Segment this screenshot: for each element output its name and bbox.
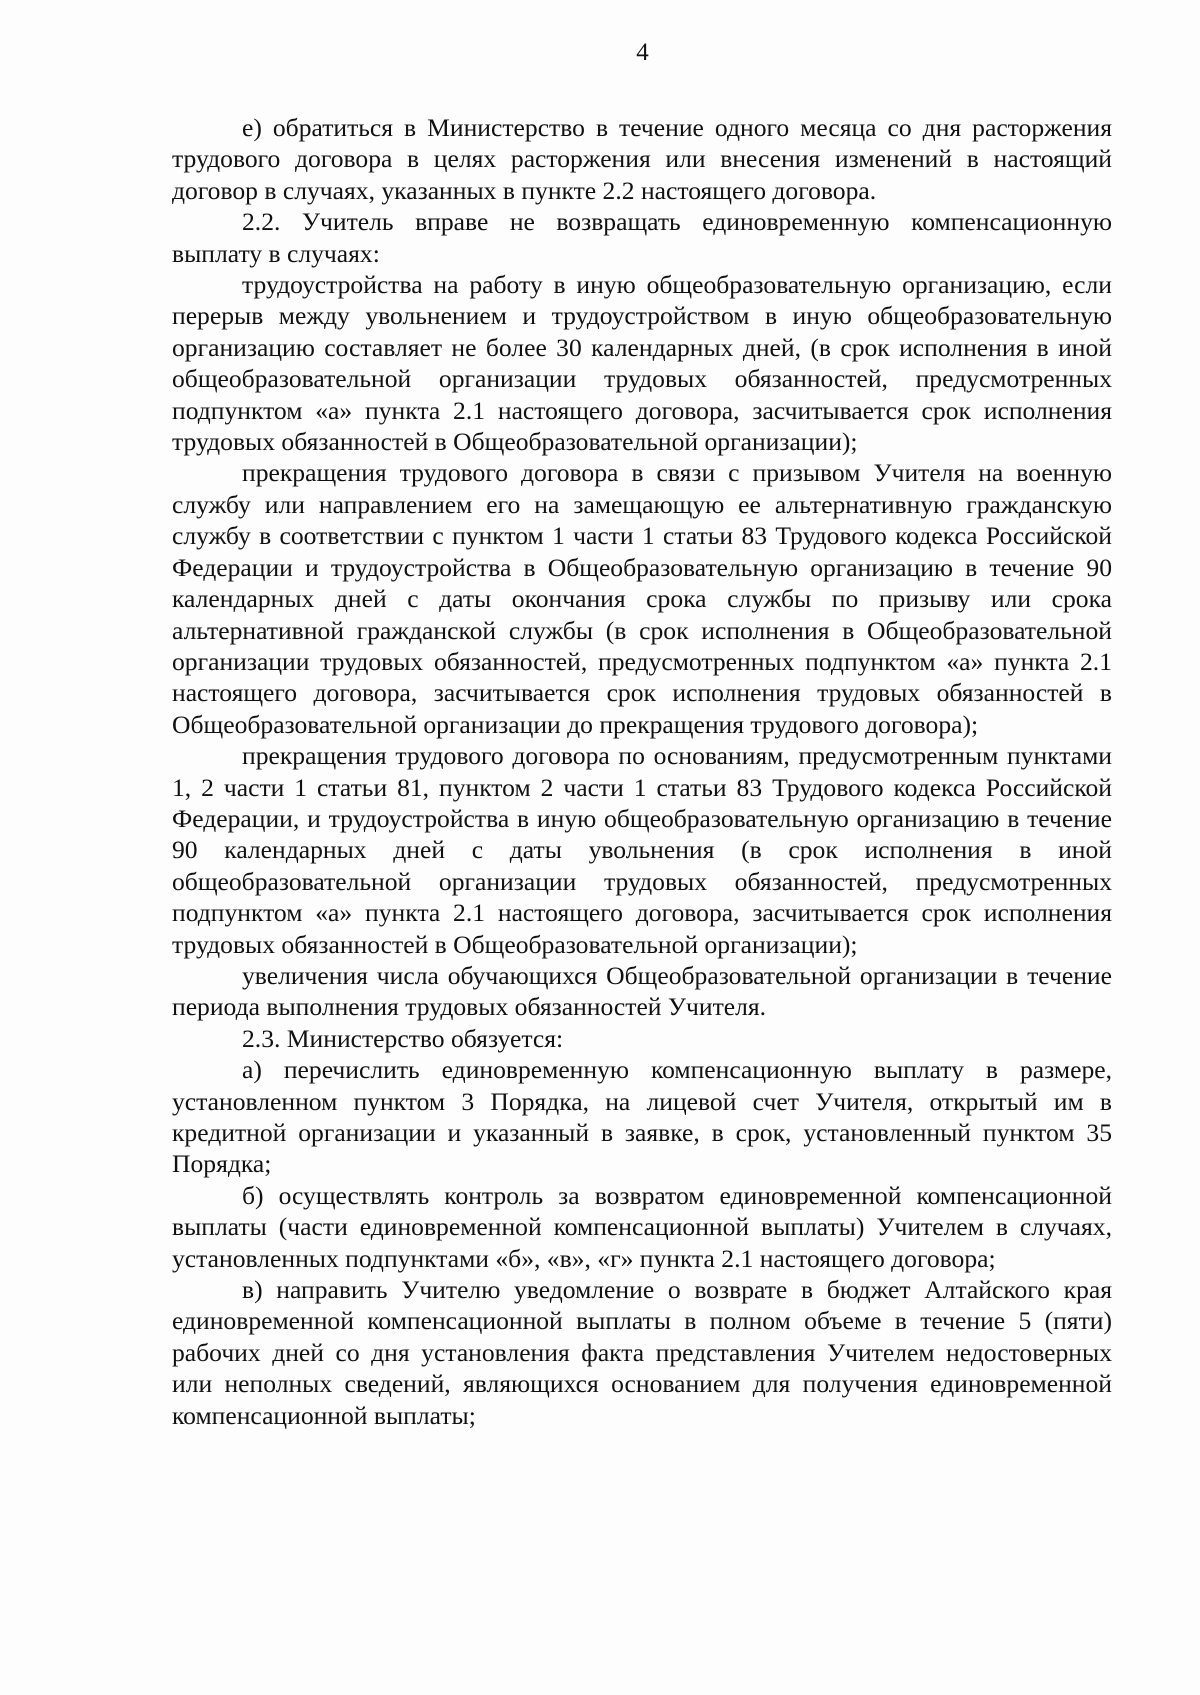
document-body [172, 112, 1112, 1431]
paragraph-exception-military-service: прекращения трудового договора в связи с призывом Учителя на военную службу или направлением его на замещающую ее альтернативную гражданскую службу в соответствии с пунктом 1 части 1 статьи 83 Трудового кодекса Российской Федерации и трудоустройства в Общеобразовательную организацию в течение 90 календарных дней с даты окончания срока службы по призыву или срока альтернативной гражданской службы (в срок исполнения в Общеобразовательной организации трудовых обязанностей, предусмотренных подпунктом «а» пункта 2.1 настоящего договора, засчитывается срок исполнения трудовых обязанностей в Общеобразовательной организации до прекращения трудового договора); [172, 458, 1112, 739]
paragraph-clause-2-2: 2.2. Учитель вправе не возвращать единовременную компенсационную выплату в случаях: [172, 207, 1112, 268]
page-number: 4 [636, 39, 649, 66]
paragraph-ministry-obligation-a: а) перечислить единовременную компенсационную выплату в размере, установленном пунктом 3 Порядка, на лицевой счет Учителя, открытый им в кредитной организации и указанный в заявке, в срок, установленный пунктом 35 Порядка; [172, 1055, 1112, 1179]
paragraph-ministry-obligation-v: в) направить Учителю уведомление о возврате в бюджет Алтайского края единовременной компенсационной выплаты в полном объеме в течение 5 (пяти) рабочих дней со дня установления факта представления Учителем недостоверных или неполных сведений, являющихся основанием для получения единовременной компенсационной выплаты; [172, 1275, 1112, 1430]
paragraph-obligation-e: е) обратиться в Министерство в течение одного месяца со дня расторжения трудового договора в целях расторжения или внесения изменений в настоящий договор в случаях, указанных в пункте 2.2 настоящего договора. [172, 113, 1112, 205]
paragraph-clause-2-3: 2.3. Министерство обязуется: [242, 1023, 564, 1053]
paragraph-exception-termination-grounds: прекращения трудового договора по основаниям, предусмотренным пунктами 1, 2 части 1 статьи 81, пунктом 2 части 1 статьи 83 Трудового кодекса Российской Федерации, и трудоустройства в иную общеобразовательную организацию в течение 90 календарных дней с даты увольнения (в срок исполнения в иной общеобразовательной организации трудовых обязанностей, предусмотренных подпунктом «а» пункта 2.1 настоящего договора, засчитывается срок исполнения трудовых обязанностей в Общеобразовательной организации); [172, 741, 1112, 959]
paragraph-exception-reemployment: трудоустройства на работу в иную общеобразовательную организацию, если перерыв между увольнением и трудоустройством в иную общеобразовательную организацию составляет не более 30 календарных дней, (в срок исполнения в иной общеобразовательной организации трудовых обязанностей, предусмотренных подпунктом «а» пункта 2.1 настоящего договора, засчитывается срок исполнения трудовых обязанностей в Общеобразовательной организации); [172, 270, 1112, 457]
paragraph-exception-student-increase: увеличения числа обучающихся Общеобразовательной организации в течение периода выполнения трудовых обязанностей Учителя. [172, 960, 1112, 1022]
paragraph-ministry-obligation-b: б) осуществлять контроль за возвратом единовременной компенсационной выплаты (части единовременной компенсационной выплаты) Учителем в случаях, установленных подпунктами «б», «в», «г» пункта 2.1 настоящего договора; [172, 1180, 1112, 1273]
